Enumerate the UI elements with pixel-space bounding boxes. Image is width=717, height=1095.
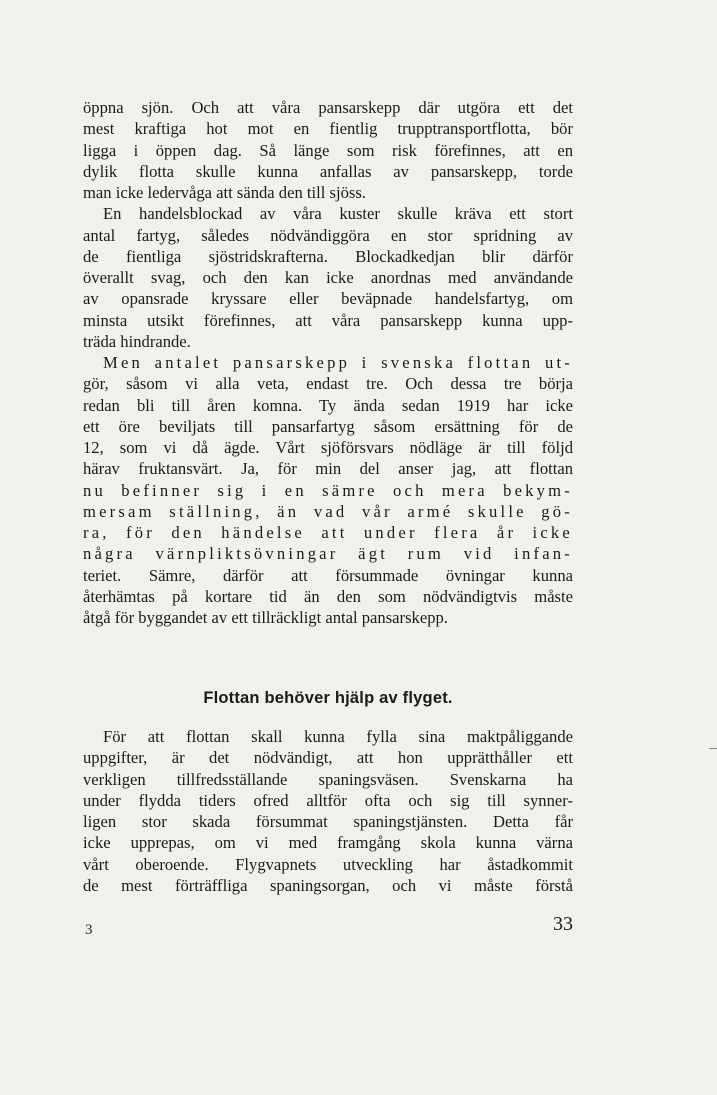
margin-mark — [709, 748, 717, 749]
text-line: av opansrade kryssare eller beväpnade handelsfartyg, om — [83, 289, 573, 309]
text-line: öppna sjön. Och att våra pansarskepp där utgöra ett det — [83, 98, 573, 117]
section-heading: Flottan behöver hjälp av flyget. — [203, 689, 453, 707]
text-line: några värnpliktsövningar ägt rum vid infan- — [83, 544, 573, 564]
body-text-upper — [83, 97, 573, 628]
text-line: En handelsblockad av våra kuster skulle kräva ett stort — [103, 204, 573, 224]
body-text-lower — [83, 726, 573, 896]
text-line: teriet. Sämre, därför att försummade övningar kunna — [83, 565, 573, 585]
text-line: överallt svag, och den kan icke anordnas med användande — [83, 268, 573, 287]
page-number: 33 — [553, 913, 573, 935]
text-line: verkligen tillfredsställande spaningsväsen. Svenskarna ha — [83, 769, 573, 789]
text-line: återhämtas på kortare tid än den som nödvändigtvis måste — [83, 586, 573, 606]
text-line: under flydda tiders ofred alltför ofta och sig till synner- — [83, 790, 573, 810]
text-line: dylik flotta skulle kunna anfallas av pansarskepp, torde — [83, 161, 573, 181]
text-line: nu befinner sig i en sämre och mera bekym- — [83, 480, 573, 500]
text-line: redan bli till åren komna. Ty ända sedan 1919 har icke — [83, 395, 573, 415]
text-line: Men antalet pansarskepp i svenska flottan ut- — [103, 353, 573, 372]
text-line: minsta utsikt förefinnes, att våra pansarskepp kunna upp- — [83, 310, 573, 330]
text-line: ra, för den händelse att under flera år icke — [83, 523, 573, 542]
text-line: icke upprepas, om vi med framgång skola kunna värna — [83, 833, 573, 853]
text-line: mest kraftiga hot mot en fientlig trupptransportflotta, bör — [83, 119, 573, 139]
text-line: För att flottan skall kunna fylla sina maktpåliggande — [103, 727, 573, 746]
text-line: härav fruktansvärt. Ja, för min del anser jag, att flottan — [83, 459, 573, 479]
text-line: ligen stor skada försummat spaningstjänsten. Detta får — [83, 812, 573, 831]
text-line: mersam ställning, än vad vår armé skulle gö- — [83, 501, 573, 521]
text-line: man icke ledervåga att sända den till sjöss. — [83, 183, 366, 202]
text-line: vårt oberoende. Flygvapnets utveckling har åstadkommit — [83, 854, 573, 874]
text-line: antal fartyg, således nödvändiggöra en stor spridning av — [83, 225, 573, 245]
text-line: träda hindrande. — [83, 331, 191, 351]
text-line: gör, såsom vi alla veta, endast tre. Och dessa tre börja — [83, 374, 573, 394]
text-line: de fientliga sjöstridskrafterna. Blockadkedjan blir därför — [83, 246, 573, 266]
text-line: uppgifter, är det nödvändigt, att hon upprätthåller ett — [83, 748, 573, 768]
text-line: de mest förträffliga spaningsorgan, och vi måste förstå — [83, 875, 573, 895]
text-line: 12, som vi då ägde. Vårt sjöförsvars nödläge är till följd — [83, 438, 573, 457]
text-line: ligga i öppen dag. Så länge som risk förefinnes, att en — [83, 140, 573, 160]
text-line: ett öre beviljats till pansarfartyg såsom ersättning för de — [83, 416, 573, 436]
signature-mark: 3 — [85, 922, 93, 938]
text-line: åtgå för byggandet av ett tillräckligt antal pansarskepp. — [83, 608, 448, 627]
